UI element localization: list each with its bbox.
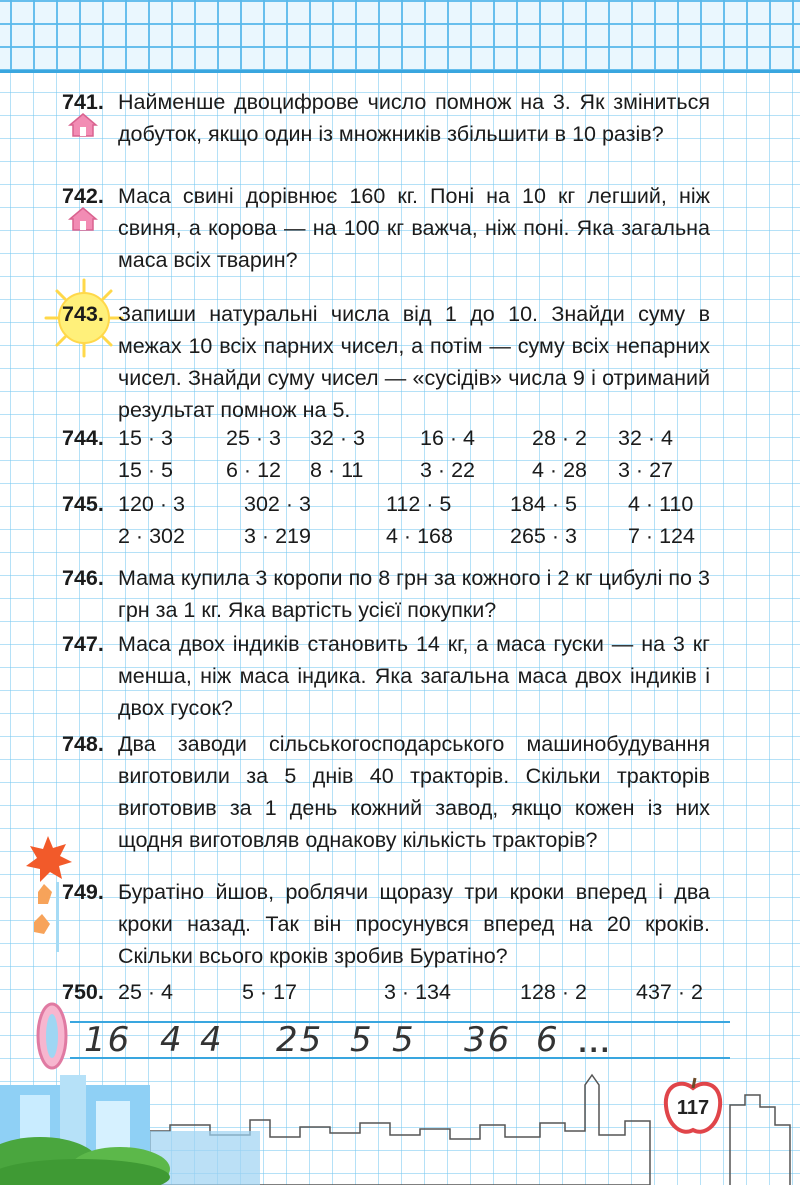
expression-row [118, 488, 710, 520]
handwritten-digit: 36 [464, 1020, 512, 1060]
expression: 15 · 5 [118, 458, 173, 482]
problem-number: 741. [62, 90, 104, 114]
expression: 8 · 11 [310, 458, 364, 482]
problem-number: 744. [62, 426, 104, 450]
handwritten-digit: 16 [84, 1020, 132, 1060]
page-number: 117 [676, 1097, 710, 1119]
problem-text: Маса свині дорівнює 160 кг. Поні на 10 кг легший, ніж свиня, а корова — на 100 кг важча, ніж поні. Яка загальна маса всіх тварин? [118, 184, 710, 272]
expression: 112 · 5 [386, 492, 452, 516]
expression: 6 · 12 [226, 458, 281, 482]
expression: 184 · 5 [510, 492, 577, 516]
problem-747 [62, 628, 710, 724]
expression: 4 · 28 [532, 458, 587, 482]
problem-number: 747. [62, 632, 104, 656]
expression: 3 · 134 [384, 980, 451, 1004]
problem-text: Запиши натуральні числа від 1 до 10. Знайди суму в межах 10 всіх парних чисел, а потім — суму всіх непарних чисел. Знайди суму чисел — «сусідів» числа 9 і отриманий результат помнож на 5. [118, 302, 710, 422]
problem-741 [62, 86, 710, 150]
problem-number: 750. [62, 980, 104, 1004]
problem-number: 742. [62, 184, 104, 208]
problem-number: 749. [62, 880, 104, 904]
expression: 15 · 3 [118, 426, 173, 450]
problem-text: Найменше двоцифрове число помнож на 3. Як зміниться добуток, якщо один із множників збільшити в 10 разів? [118, 90, 710, 146]
expression: 3 · 27 [618, 458, 673, 482]
problem-742 [62, 180, 710, 276]
expression: 3 · 22 [420, 458, 475, 482]
handwritten-digit: 5 [392, 1020, 416, 1060]
expression: 7 · 124 [628, 524, 695, 548]
expression: 120 · 3 [118, 492, 185, 516]
problem-text: Два заводи сільськогосподарського машинобудування виготовили за 5 днів 40 тракторів. Скільки тракторів виготовив за 1 день кожний завод, якщо кожен із них щодня виготовляв однакову кількість тракторів? [118, 732, 710, 852]
handwritten-digit: 5 [350, 1020, 374, 1060]
expression: 2 · 302 [118, 524, 185, 548]
problem-number: 746. [62, 566, 104, 590]
top-grid-band [0, 0, 800, 70]
handwritten-digit: 6 [536, 1020, 560, 1060]
expression: 3 · 219 [244, 524, 311, 548]
expression: 265 · 3 [510, 524, 577, 548]
expression: 4 · 110 [628, 492, 694, 516]
expression-row [118, 454, 710, 486]
expression: 28 · 2 [532, 426, 587, 450]
expression: 16 · 4 [420, 426, 475, 450]
expression-row [118, 520, 710, 552]
house-icon [68, 206, 98, 232]
expression: 25 · 4 [118, 980, 173, 1004]
expression: 32 · 3 [310, 426, 365, 450]
expression: 5 · 17 [242, 980, 297, 1004]
handwriting-lines [30, 1000, 730, 1072]
problem-746 [62, 562, 710, 626]
expression: 128 · 2 [520, 980, 587, 1004]
handwritten-digit: 4 [160, 1020, 184, 1060]
handwritten-digit: 25 [276, 1020, 324, 1060]
handwritten-digit: 4 [200, 1020, 224, 1060]
problem-743 [62, 298, 710, 426]
problem-number: 748. [62, 732, 104, 756]
problem-number: 745. [62, 492, 104, 516]
expression: 302 · 3 [244, 492, 311, 516]
expression: 437 · 2 [636, 980, 703, 1004]
handwritten-ellipsis: ... [578, 1030, 612, 1058]
expression-row [118, 422, 710, 454]
problem-749 [62, 876, 710, 972]
expression: 32 · 4 [618, 426, 673, 450]
top-divider [0, 70, 800, 73]
problem-744 [62, 422, 710, 486]
problem-748 [62, 728, 710, 856]
problem-text: Мама купила 3 коропи по 8 грн за кожного і 2 кг цибулі по 3 грн за 1 кг. Яка вартість усієї покупки? [118, 566, 710, 622]
problem-number: 743. [62, 302, 104, 326]
expression: 25 · 3 [226, 426, 281, 450]
problem-text: Маса двох індиків становить 14 кг, а маса гуски — на 3 кг менша, ніж маса індика. Яка загальна маса двох індиків і двох гусок? [118, 632, 710, 720]
problem-text: Буратіно йшов, роблячи щоразу три кроки вперед і два кроки назад. Так він просунувся вперед на 20 кроків. Скільки всього кроків зробив Буратіно? [118, 880, 710, 968]
house-icon [68, 112, 98, 138]
expression: 4 · 168 [386, 524, 453, 548]
problem-745 [62, 488, 710, 552]
